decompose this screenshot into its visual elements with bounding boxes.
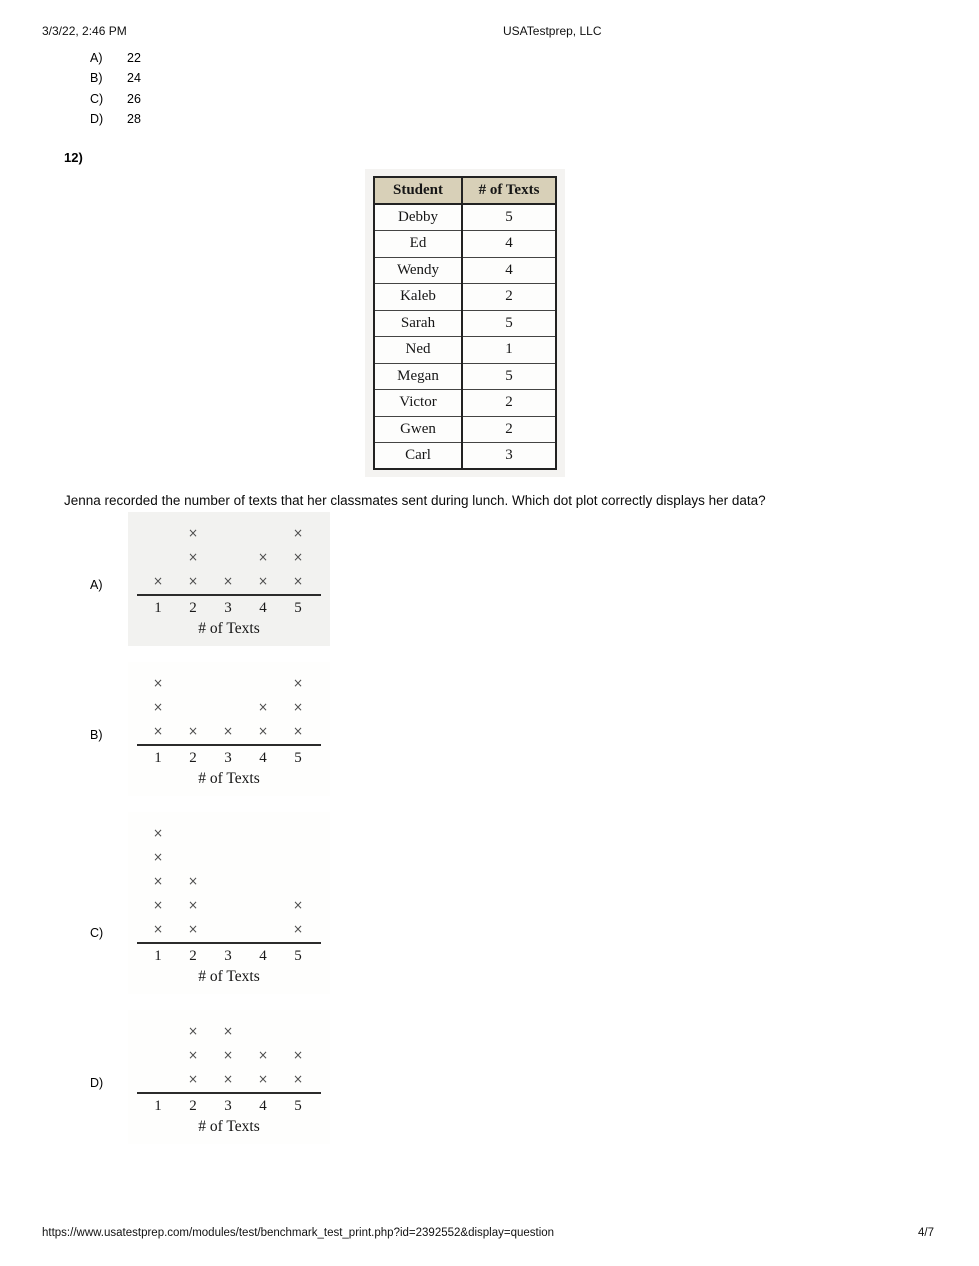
table-cell: Victor	[374, 390, 462, 417]
dot-mark: ×	[292, 550, 304, 564]
answer-choice-letter: A)	[90, 51, 103, 65]
dot-mark: ×	[152, 826, 164, 840]
header-source: USATestprep, LLC	[503, 24, 602, 38]
x-tick-label: 1	[154, 948, 162, 964]
table-row	[374, 363, 556, 390]
dot-mark: ×	[257, 700, 269, 714]
previous-answers	[90, 48, 141, 129]
dot-mark: ×	[257, 574, 269, 588]
dot-mark: ×	[257, 1072, 269, 1086]
dot-mark: ×	[152, 574, 164, 588]
x-tick-label: 3	[224, 1098, 232, 1114]
dot-mark: ×	[257, 724, 269, 738]
table-cell: 5	[462, 204, 556, 231]
dot-plot-options	[90, 512, 330, 1160]
table-cell: Ned	[374, 337, 462, 364]
table-cell: Sarah	[374, 310, 462, 337]
dot-mark: ×	[152, 724, 164, 738]
dot-mark: ×	[187, 922, 199, 936]
dot-mark: ×	[187, 874, 199, 888]
table-cell: Wendy	[374, 257, 462, 284]
dot-mark: ×	[152, 850, 164, 864]
answer-choice-row	[90, 48, 141, 68]
x-axis-line	[137, 594, 321, 596]
dot-plot	[128, 812, 330, 994]
table-cell: Debby	[374, 204, 462, 231]
page-footer	[42, 1227, 934, 1239]
x-tick-label: 1	[154, 750, 162, 766]
table-cell: Carl	[374, 443, 462, 470]
table-cell: 2	[462, 284, 556, 311]
table-cell: 3	[462, 443, 556, 470]
dot-mark: ×	[187, 724, 199, 738]
table-header-row	[374, 177, 556, 204]
question-number: 12)	[64, 150, 83, 165]
footer-page-number: 4/7	[918, 1227, 934, 1239]
table-cell: 4	[462, 257, 556, 284]
answer-choice-row	[90, 68, 141, 88]
answer-choice-value: 24	[127, 71, 141, 86]
dot-mark: ×	[292, 676, 304, 690]
option-letter: B)	[90, 728, 103, 742]
x-tick-label: 1	[154, 600, 162, 616]
answer-choice-value: 26	[127, 91, 141, 106]
dot-mark: ×	[222, 1048, 234, 1062]
x-tick-label: 2	[189, 750, 197, 766]
dot-mark: ×	[187, 574, 199, 588]
table-row	[374, 390, 556, 417]
dot-mark: ×	[152, 874, 164, 888]
answer-choice-value: 28	[127, 111, 141, 126]
dot-mark: ×	[292, 526, 304, 540]
dot-mark: ×	[187, 1024, 199, 1038]
dot-plot	[128, 662, 330, 796]
option-letter: C)	[90, 926, 104, 940]
x-axis-title: # of Texts	[198, 1118, 260, 1135]
x-tick-label: 5	[294, 1098, 302, 1114]
dot-plot	[128, 512, 330, 646]
table-row	[374, 310, 556, 337]
x-axis-line	[137, 744, 321, 746]
table-row	[374, 284, 556, 311]
dot-mark: ×	[292, 574, 304, 588]
x-axis-line	[137, 1092, 321, 1094]
table-row	[374, 416, 556, 443]
answer-choice-letter: B)	[90, 71, 103, 86]
dot-mark: ×	[187, 1048, 199, 1062]
dot-mark: ×	[222, 724, 234, 738]
dot-mark: ×	[292, 898, 304, 912]
dot-mark: ×	[152, 700, 164, 714]
table-cell: 1	[462, 337, 556, 364]
dot-mark: ×	[152, 898, 164, 912]
x-tick-label: 4	[259, 1098, 267, 1114]
dot-mark: ×	[292, 700, 304, 714]
dot-mark: ×	[222, 1072, 234, 1086]
table-cell: Megan	[374, 363, 462, 390]
table-row	[374, 204, 556, 231]
question-text: Jenna recorded the number of texts that her classmates sent during lunch. Which dot plot correctly displays her data?	[64, 493, 766, 508]
x-tick-label: 2	[189, 948, 197, 964]
x-tick-label: 5	[294, 750, 302, 766]
dot-mark: ×	[222, 574, 234, 588]
x-tick-label: 2	[189, 1098, 197, 1114]
x-tick-label: 3	[224, 750, 232, 766]
student-texts-table	[373, 176, 557, 470]
dot-mark: ×	[292, 1072, 304, 1086]
table-cell: Kaleb	[374, 284, 462, 311]
table-cell: 2	[462, 390, 556, 417]
x-axis-title: # of Texts	[198, 770, 260, 787]
dot-plot	[128, 1010, 330, 1144]
answer-choice-letter: C)	[90, 91, 104, 106]
answer-choice-row	[90, 109, 141, 129]
x-tick-label: 2	[189, 600, 197, 616]
dot-mark: ×	[292, 922, 304, 936]
x-axis-line	[137, 942, 321, 944]
header-datetime: 3/3/22, 2:46 PM	[42, 24, 127, 38]
x-tick-label: 5	[294, 948, 302, 964]
dot-mark: ×	[187, 526, 199, 540]
page-header	[0, 24, 979, 40]
x-tick-label: 4	[259, 948, 267, 964]
table-row	[374, 257, 556, 284]
table-row	[374, 231, 556, 258]
table-header-cell: Student	[374, 177, 462, 204]
table-cell: Ed	[374, 231, 462, 258]
option-letter: D)	[90, 1076, 104, 1090]
data-table-image	[365, 169, 565, 477]
answer-choice-letter: D)	[90, 111, 104, 126]
x-tick-label: 4	[259, 600, 267, 616]
x-tick-label: 5	[294, 600, 302, 616]
dot-mark: ×	[222, 1024, 234, 1038]
dot-mark: ×	[152, 676, 164, 690]
table-cell: Gwen	[374, 416, 462, 443]
table-header	[374, 177, 556, 204]
x-tick-label: 3	[224, 948, 232, 964]
x-axis-title: # of Texts	[198, 620, 260, 637]
dot-mark: ×	[257, 550, 269, 564]
dot-plot-option	[90, 662, 330, 796]
x-axis-title: # of Texts	[198, 968, 260, 985]
table-row	[374, 337, 556, 364]
dot-mark: ×	[187, 550, 199, 564]
dot-mark: ×	[292, 1048, 304, 1062]
option-letter: A)	[90, 578, 103, 592]
table-cell: 2	[462, 416, 556, 443]
table-cell: 5	[462, 310, 556, 337]
table-cell: 5	[462, 363, 556, 390]
table-body	[374, 204, 556, 469]
x-tick-label: 1	[154, 1098, 162, 1114]
dot-mark: ×	[152, 922, 164, 936]
footer-url: https://www.usatestprep.com/modules/test/benchmark_test_print.php?id=2392552&display=question	[42, 1227, 555, 1239]
table-header-cell: # of Texts	[462, 177, 556, 204]
dot-mark: ×	[257, 1048, 269, 1062]
table-cell: 4	[462, 231, 556, 258]
dot-plot-option	[90, 812, 330, 994]
answer-choice-row	[90, 89, 141, 109]
x-tick-label: 3	[224, 600, 232, 616]
dot-plot-option	[90, 1010, 330, 1144]
x-tick-label: 4	[259, 750, 267, 766]
dot-mark: ×	[292, 724, 304, 738]
dot-plot-option	[90, 512, 330, 646]
dot-mark: ×	[187, 898, 199, 912]
table-row	[374, 443, 556, 470]
answer-choice-value: 22	[127, 51, 141, 65]
dot-mark: ×	[187, 1072, 199, 1086]
